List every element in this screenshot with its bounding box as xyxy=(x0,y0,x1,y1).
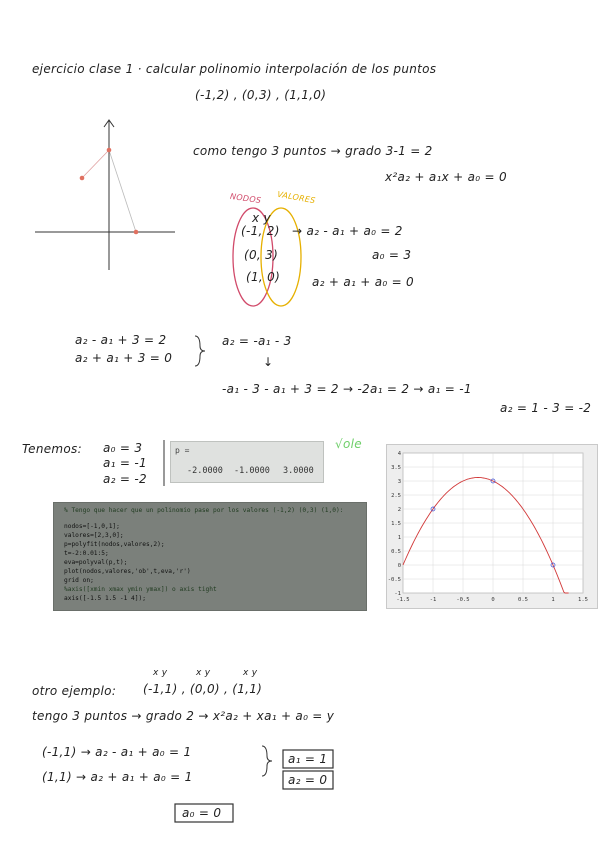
y-tick-label: 0.5 xyxy=(391,549,401,555)
otro-xy-1: x y xyxy=(153,668,168,678)
y-tick-label: 3 xyxy=(397,479,401,485)
y-tick-label: 1 xyxy=(397,535,401,541)
x-tick-label: 1.5 xyxy=(578,597,588,603)
tenemos-label: Tenemos: xyxy=(22,442,82,456)
otro-xy-2: x y xyxy=(196,668,211,678)
code-line: axis([-1.5 1.5 -1 4]); xyxy=(64,595,146,602)
otro-grade: tengo 3 puntos → grado 2 → x²a₂ + xa₁ + a₀ = y xyxy=(32,709,335,723)
y-tick-label: -0.5 xyxy=(387,577,401,583)
output-value-1: -2.0000 xyxy=(187,466,223,476)
otro-points: (-1,1) , (0,0) , (1,1) xyxy=(143,682,263,696)
code-line: p=polyfit(nodos,valores,2); xyxy=(64,541,165,548)
valores-label: VALORES xyxy=(276,189,317,206)
xy-header: x y xyxy=(252,211,271,225)
eq-3: a₂ + a₁ + a₀ = 0 xyxy=(312,275,414,289)
output-label: p = xyxy=(175,446,190,455)
y-tick-label: -1 xyxy=(394,591,401,597)
code-line: nodos=[-1,0,1]; xyxy=(64,523,120,530)
code-line: grid on; xyxy=(64,577,94,584)
y-tick-label: 1.5 xyxy=(391,521,401,527)
sketch-point xyxy=(80,176,85,181)
exercise-title: ejercicio clase 1 · calcular polinomio interpolación de los puntos xyxy=(32,62,437,76)
otro-a0: a₀ = 0 xyxy=(182,806,222,820)
x-tick-label: 0.5 xyxy=(518,597,528,603)
y-tick-label: 2.5 xyxy=(391,493,401,499)
tenemos-a0: a₀ = 3 xyxy=(103,441,143,455)
pair-3: (1, 0) xyxy=(246,270,281,284)
otro-eq-2: (1,1) → a₂ + a₁ + a₀ = 1 xyxy=(42,770,193,784)
code-line: valores=[2,3,0]; xyxy=(64,532,124,539)
matlab-output-panel xyxy=(170,441,324,483)
code-line: eva=polyval(p,t); xyxy=(64,559,128,566)
system-2: a₂ + a₁ + 3 = 0 xyxy=(75,351,173,365)
pair-1: (-1, 2) xyxy=(241,224,280,238)
x-tick-label: 0 xyxy=(491,597,495,603)
nodos-label: NODOS xyxy=(229,191,262,206)
y-tick-label: 3.5 xyxy=(391,465,401,471)
matlab-code-panel xyxy=(53,502,367,611)
pair-2: (0, 3) xyxy=(244,248,279,262)
system-1: a₂ - a₁ + 3 = 2 xyxy=(75,333,167,347)
x-tick-label: -0.5 xyxy=(456,597,470,603)
x-tick-label: -1.5 xyxy=(396,597,410,603)
code-line: t=-2:0.01:5; xyxy=(64,550,109,557)
grade-line: como tengo 3 puntos → grado 3-1 = 2 xyxy=(193,144,433,158)
otro-xy-3: x y xyxy=(243,668,258,678)
code-line: plot(nodos,valores,'ob',t,eva,'r') xyxy=(64,568,191,575)
otro-header: otro ejemplo: xyxy=(32,684,117,698)
points-line: (-1,2) , (0,3) , (1,1,0) xyxy=(195,88,327,102)
y-tick-label: 4 xyxy=(397,451,401,457)
a2-value: a₂ = 1 - 3 = -2 xyxy=(500,401,592,415)
y-tick-label: 2 xyxy=(397,507,401,513)
code-line: % Tengo que hacer que un polinomio pase por los valores (-1,2) (0,3) (1,0): xyxy=(64,507,344,514)
y-tick-label: 0 xyxy=(397,563,401,569)
arrow-down: ↓ xyxy=(263,355,274,369)
eq-2: a₀ = 3 xyxy=(372,248,412,262)
otro-a2: a₂ = 0 xyxy=(288,773,328,787)
eq-1: → a₂ - a₁ + a₀ = 2 xyxy=(292,224,403,238)
code-line: %axis([xmin xmax ymin ymax]) o axis tight xyxy=(64,586,217,593)
x-tick-label: -1 xyxy=(429,597,437,603)
solve-line: -a₁ - 3 - a₁ + 3 = 2 → -2a₁ = 2 → a₁ = -1 xyxy=(222,382,472,396)
output-value-2: -1.0000 xyxy=(234,466,270,476)
a2-expression: a₂ = -a₁ - 3 xyxy=(222,334,292,348)
otro-eq-1: (-1,1) → a₂ - a₁ + a₀ = 1 xyxy=(42,745,192,759)
sketch-point xyxy=(107,148,112,153)
tenemos-a1: a₁ = -1 xyxy=(103,456,147,470)
matlab-plot-panel xyxy=(386,444,598,609)
poly-line: x²a₂ + a₁x + a₀ = 0 xyxy=(385,170,507,184)
sketch-point xyxy=(134,230,139,235)
plot-svg xyxy=(387,445,597,608)
otro-a1: a₁ = 1 xyxy=(288,752,328,766)
output-value-3: 3.0000 xyxy=(283,466,314,476)
x-tick-label: 1 xyxy=(551,597,555,603)
check-mark: √ole xyxy=(335,437,362,451)
tenemos-a2: a₂ = -2 xyxy=(103,472,147,486)
